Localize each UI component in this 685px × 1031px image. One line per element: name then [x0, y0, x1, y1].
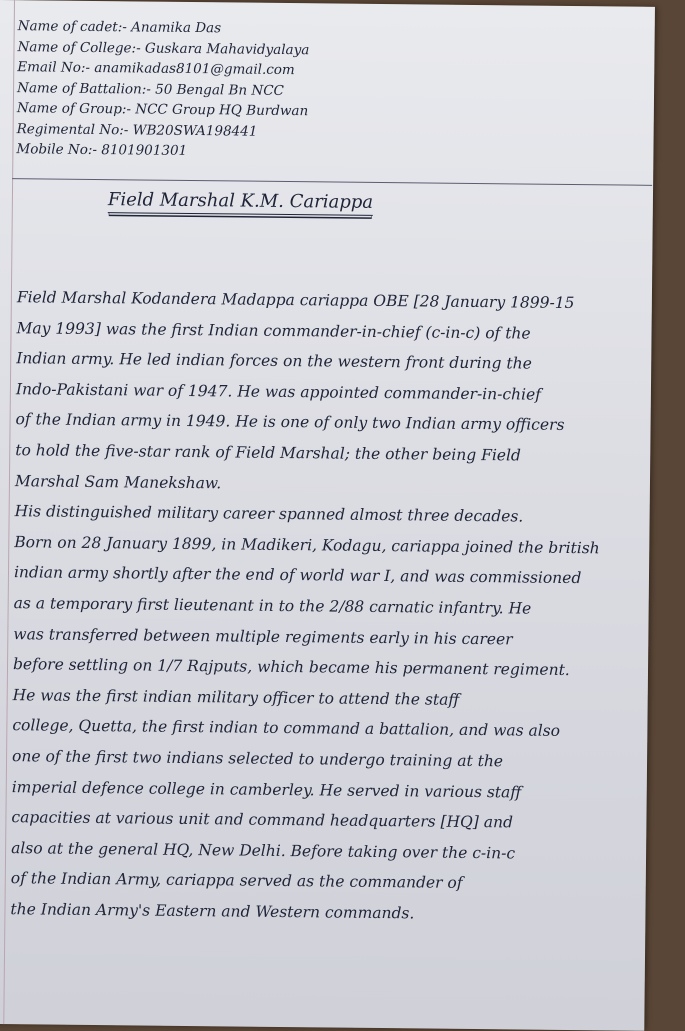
body-line: capacities at various unit and command headquarters [HQ] and	[11, 808, 514, 832]
body-line: of the Indian Army, cariappa served as the commander of	[10, 869, 463, 893]
essay-body	[10, 282, 657, 931]
body-line: His distinguished military career spanned almost three decades.	[14, 502, 524, 526]
body-line: Marshal Sam Manekshaw.	[14, 471, 222, 492]
header-divider	[12, 178, 652, 186]
cadet-details	[16, 16, 577, 165]
email: Email No:- anamikadas8101@gmail.com	[17, 59, 295, 79]
group-name: Name of Group:- NCC Group HQ Burdwan	[16, 100, 309, 120]
body-line: as a temporary first lieutenant in to the 2/88 carnatic infantry. He	[13, 594, 532, 618]
body-line: before settling on 1/7 Rajputs, which became his permanent regiment.	[12, 655, 570, 680]
battalion-name: Name of Battalion:- 50 Bengal Bn NCC	[16, 79, 284, 99]
body-line: to hold the five-star rank of Field Marshal; the other being Field	[15, 441, 522, 465]
regimental-number: Regimental No:- WB20SWA198441	[16, 120, 258, 140]
body-line: imperial defence college in camberley. He served in various staff	[11, 777, 522, 802]
body-line: Field Marshal Kodandera Madappa cariappa OBE [28 January 1899-15	[16, 288, 575, 313]
body-line: Born on 28 January 1899, in Madikeri, Kodagu, cariappa joined the british	[14, 532, 600, 558]
body-line: May 1993] was the first Indian commander-in-chief (c-in-c) of the	[16, 318, 531, 343]
body-line: also at the general HQ, New Delhi. Before taking over the c-in-c	[11, 838, 516, 863]
body-line: indian army shortly after the end of world war I, and was commissioned	[13, 563, 582, 588]
body-line: Indian army. He led indian forces on the western front during the	[16, 349, 532, 373]
body-line: the Indian Army's Eastern and Western commands.	[10, 900, 415, 923]
body-line: Indo-Pakistani war of 1947. He was appointed commander-in-chief	[15, 379, 542, 404]
cadet-name: Name of cadet:- Anamika Das	[17, 18, 222, 37]
essay-title: Field Marshal K.M. Cariappa	[108, 189, 373, 216]
body-line: of the Indian army in 1949. He is one of only two Indian army officers	[15, 410, 565, 435]
body-line: He was the first indian military officer to attend the staff	[12, 685, 460, 709]
body-line: was transferred between multiple regiments early in his career	[13, 624, 513, 648]
body-line: college, Quetta, the first indian to command a battalion, and was also	[12, 716, 561, 741]
mobile-number: Mobile No:- 8101901301	[16, 141, 188, 159]
body-line: one of the first two indians selected to undergo training at the	[11, 747, 504, 771]
college-name: Name of College:- Guskara Mahavidyalaya	[17, 38, 310, 58]
